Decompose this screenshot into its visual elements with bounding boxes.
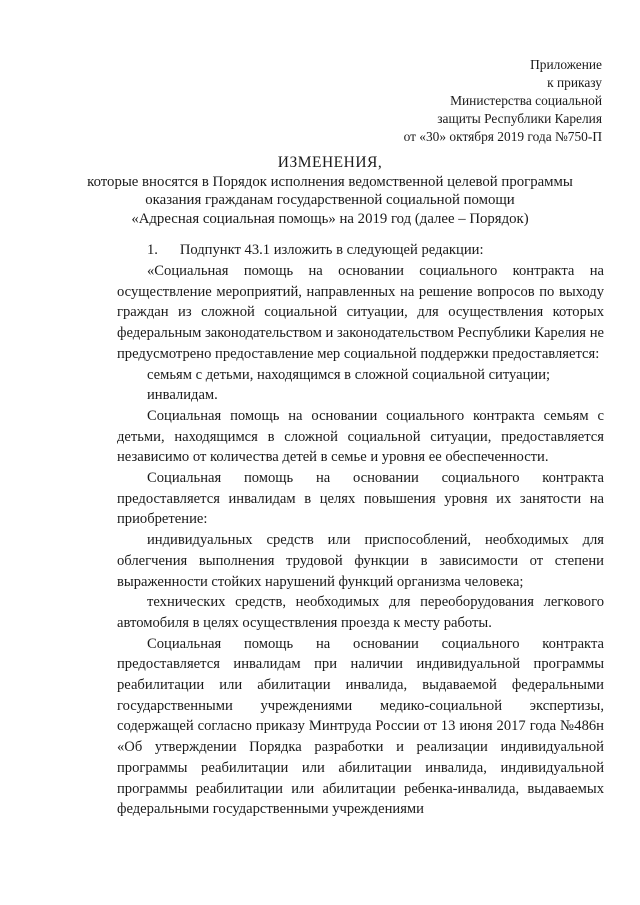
appendix-line-2: к приказу xyxy=(547,75,602,90)
paragraph-families: семьям с детьми, находящимся в сложной социальной ситуации; xyxy=(147,366,551,383)
title-line-3: «Адресная социальная помощь» на 2019 год (далее – Порядок) xyxy=(131,210,529,227)
title-line-1: которые вносятся в Порядок исполнения ведомственной целевой программы xyxy=(87,173,573,190)
paragraph-individual-means: индивидуальных средств или приспособлений, необходимых для облегчения выполнения трудовой функции в зависимости от степени выраженности стойких нарушений функций организма человека; xyxy=(117,532,604,590)
document-title xyxy=(60,154,600,228)
title-line-2: оказания гражданам государственной социальной помощи xyxy=(145,192,515,208)
appendix-header xyxy=(404,56,602,146)
appendix-line-1: Приложение xyxy=(530,57,602,72)
document-body-main xyxy=(117,261,604,820)
document-body xyxy=(117,240,604,261)
paragraph-disabled: инвалидам. xyxy=(147,387,218,404)
paragraph-disabled-contract: Социальная помощь на основании социального контракта предоставляется инвалидам в целях повышения уровня их занятости на приобретение: xyxy=(117,470,604,528)
paragraph-rehabilitation: Социальная помощь на основании социального контракта предоставляется инвалидам при наличии индивидуальной программы реабилитации или абилитации инвалида, выдаваемой федеральными государственными учреждениями медико-социальной экспертизы, содержащей согласно приказу Минтруда России от 13 июня 2017 года №486н «Об утверждении Порядка разработки и реализации индивидуальной программы реабилитации или абилитации инвалида, индивидуальной программы реабилитации или абилитации ребенка-инвалида, выдаваемых федеральными государственными учреждениями xyxy=(117,635,604,818)
paragraph-quote-start: «Социальная помощь на основании социального контракта на осуществление мероприятий, направленных на решение вопросов по выходу граждан из сложной социальной ситуации, для осуществления которых федеральным законодательством и законодательством Республики Карелия не предусмотрено предоставление мер социальной поддержки предоставляется: xyxy=(117,263,604,362)
paragraph-technical-means: технических средств, необходимых для переоборудования легкового автомобиля в целях осуществления проезда к месту работы. xyxy=(117,594,604,631)
appendix-line-5: от «30» октября 2019 года №750-П xyxy=(403,129,602,144)
appendix-line-3: Министерства социальной xyxy=(450,93,602,108)
appendix-line-4: защиты Республики Карелия xyxy=(437,111,602,126)
title-heading: ИЗМЕНЕНИЯ, xyxy=(277,154,383,171)
paragraph-item-1: 1. Подпункт 43.1 изложить в следующей редакции: xyxy=(147,242,484,258)
paragraph-families-contract: Социальная помощь на основании социального контракта семьям с детьми, находящимся в сложной социальной ситуации, предоставляется независимо от количества детей в семье и уровня ее обеспеченности. xyxy=(117,407,604,466)
